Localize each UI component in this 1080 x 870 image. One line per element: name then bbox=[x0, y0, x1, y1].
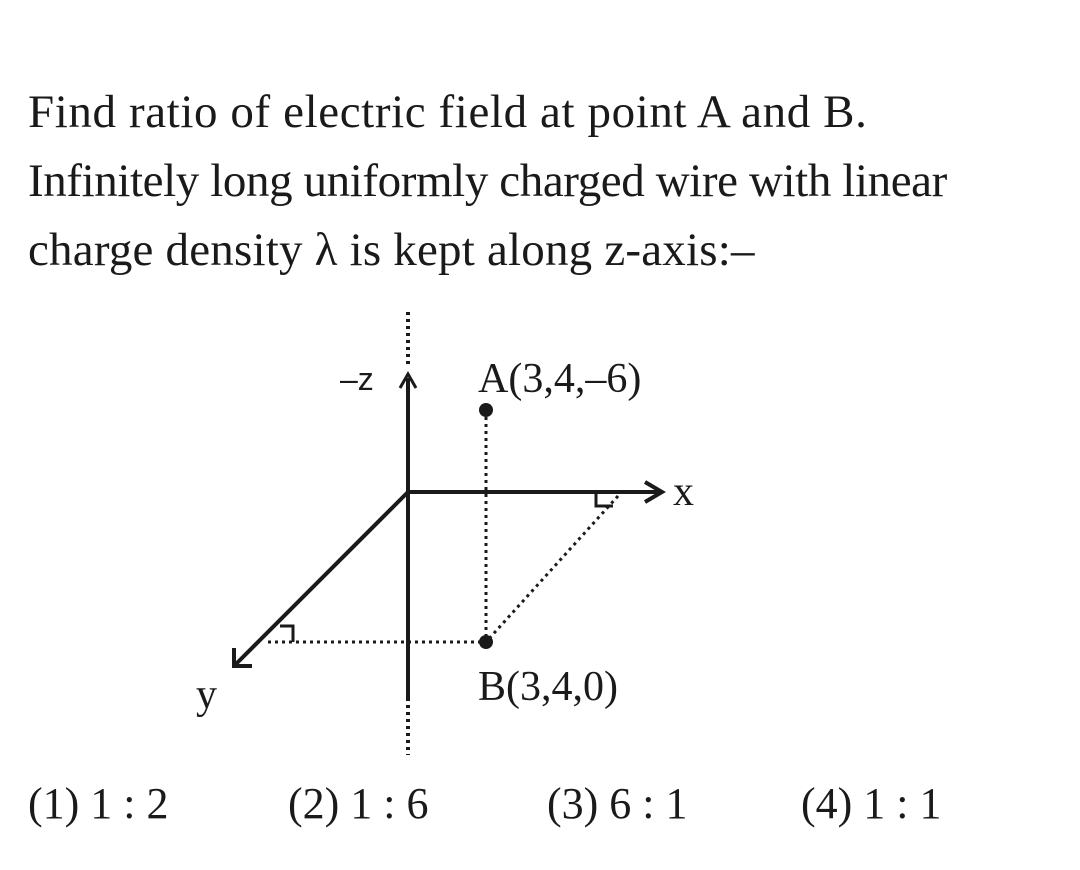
question-line-1: Find ratio of electric field at point A and B. bbox=[28, 86, 868, 138]
option-1[interactable]: (1) 1 : 2 bbox=[28, 779, 169, 828]
option-3[interactable]: (3) 6 : 1 bbox=[547, 779, 688, 828]
option-4[interactable]: (4) 1 : 1 bbox=[801, 779, 942, 828]
projection-line-to-x bbox=[486, 496, 618, 642]
x-axis-label: x bbox=[673, 469, 694, 515]
y-right-angle-marker bbox=[280, 626, 293, 642]
option-2[interactable]: (2) 1 : 6 bbox=[288, 779, 429, 828]
point-a-label: A(3,4,–6) bbox=[478, 356, 642, 402]
point-b-label: B(3,4,0) bbox=[478, 664, 618, 710]
question-line-2: Infinitely long uniformly charged wire with linear bbox=[28, 155, 947, 207]
y-axis-line bbox=[236, 492, 408, 664]
question-line-3: charge density λ is kept along z-axis:– bbox=[28, 224, 755, 276]
point-a-dot bbox=[479, 403, 493, 417]
point-b-dot bbox=[479, 635, 493, 649]
x-right-angle-marker bbox=[596, 492, 613, 506]
z-axis-label: –z bbox=[340, 361, 374, 397]
answer-options bbox=[28, 772, 1058, 836]
y-axis-label: y bbox=[196, 672, 217, 718]
